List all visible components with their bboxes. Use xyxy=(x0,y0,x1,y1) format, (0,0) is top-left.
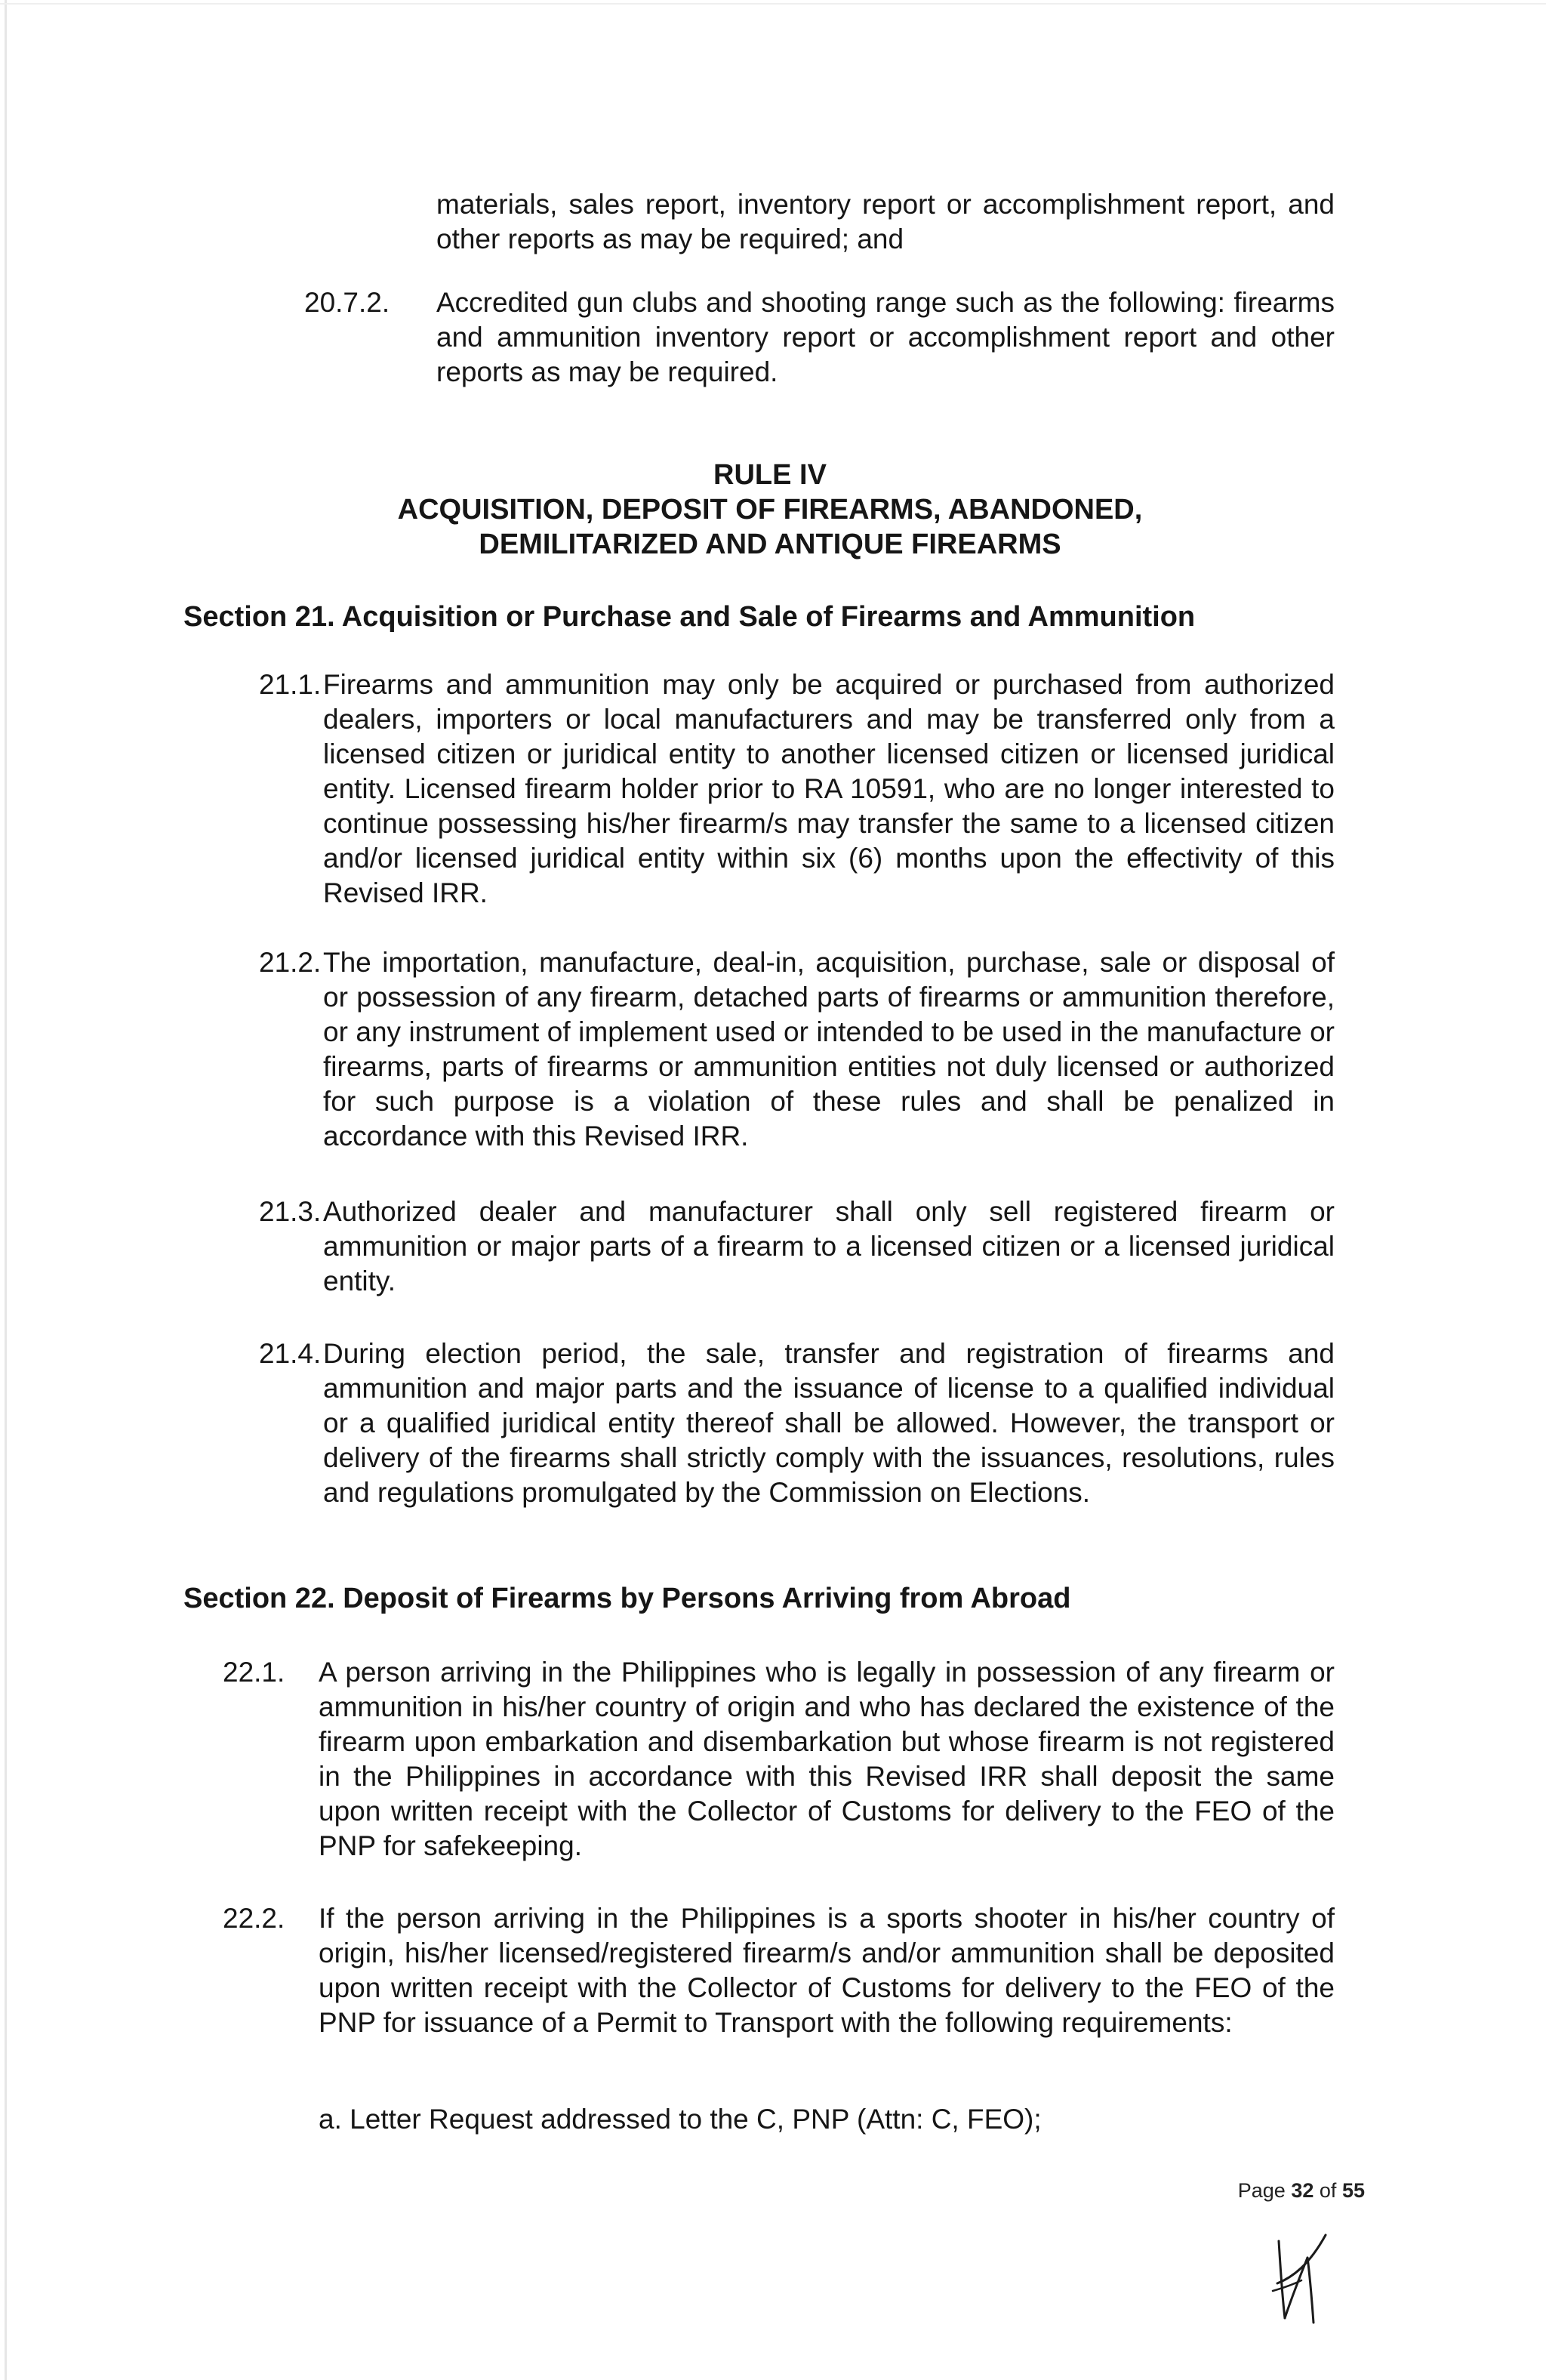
item-text-21-2: The importation, manufacture, deal-in, acquisition, purchase, sale or disposal of or possession of any firearm, detached parts of firearms or ammunition therefore, or any instrument of implement used or intended to be used in the manufacture or firearms, parts of firearms or ammunition entities not duly licensed or authorized for such purpose is a violation of these rules and shall be penalized in accordance with this Revised IRR. xyxy=(323,947,1335,1151)
item-number-22-1: 22.1. xyxy=(223,1657,285,1688)
page-footer xyxy=(1238,2178,1365,2203)
total-pages: 55 xyxy=(1341,2179,1365,2202)
rule-heading xyxy=(226,458,1313,562)
handwritten-initials-signature xyxy=(1262,2227,1330,2326)
item-number-22-2: 22.2. xyxy=(223,1903,285,1934)
item-text-22-1: A person arriving in the Philippines who is legally in possession of any firearm or ammunition in his/her country of origin and who has declared the existence of the firearm upon embarkation and disembarkation but whose firearm is not registered in the Philippines in accordance with this Revised IRR shall deposit the same upon written receipt with the Collector of Customs for delivery to the FEO of the PNP for safekeeping. xyxy=(319,1657,1335,1861)
scan-edge-shadow xyxy=(5,0,7,2380)
item-number-21-1: 21.1. xyxy=(259,669,322,700)
continuation-paragraph: materials, sales report, inventory report or accomplishment report, and other reports as may be required; and xyxy=(436,189,1335,254)
rule-subtitle-line1: ACQUISITION, DEPOSIT OF FIREARMS, ABANDONED, xyxy=(397,494,1143,526)
rule-subtitle-line2: DEMILITARIZED AND ANTIQUE FIREARMS xyxy=(479,529,1061,560)
item-number-21-2: 21.2. xyxy=(259,947,322,978)
item-text-22-2: If the person arriving in the Philippines is a sports shooter in his/her country of origin, his/her licensed/registered firearm/s and/or ammunition shall be deposited upon written receipt with the Collector of Customs for delivery to the FEO of the PNP for issuance of a Permit to Transport with the following requirements: xyxy=(319,1903,1335,2038)
scan-top-shadow xyxy=(0,3,1546,5)
section-22-heading: Section 22. Deposit of Firearms by Persons Arriving from Abroad xyxy=(183,1583,1071,1614)
item-text-20-7-2: Accredited gun clubs and shooting range such as the following: firearms and ammunition inventory report or accomplishment report and other reports as may be required. xyxy=(436,287,1335,387)
section-21-heading: Section 21. Acquisition or Purchase and Sale of Firearms and Ammunition xyxy=(183,601,1196,633)
item-number-21-3: 21.3. xyxy=(259,1196,322,1227)
item-text-21-3: Authorized dealer and manufacturer shall only sell registered firearm or ammunition or major parts of a firearm to a licensed citizen or a licensed juridical entity. xyxy=(323,1196,1335,1296)
of-label: of xyxy=(1319,2179,1337,2202)
item-number-21-4: 21.4. xyxy=(259,1338,322,1369)
page-number: 32 xyxy=(1291,2179,1314,2202)
item-text-21-1: Firearms and ammunition may only be acquired or purchased from authorized dealers, importers or local manufacturers and may be transferred only from a licensed citizen or juridical entity to another licensed citizen or licensed juridical entity. Licensed firearm holder prior to RA 10591, who are no longer interested to continue possessing his/her firearm/s may transfer the same to a licensed citizen and/or licensed juridical entity within six (6) months upon the effectivity of this Revised IRR. xyxy=(323,669,1335,908)
requirement-a: a. Letter Request addressed to the C, PNP (Attn: C, FEO); xyxy=(319,2104,1042,2135)
page-label: Page xyxy=(1237,2179,1286,2202)
item-number-20-7-2: 20.7.2. xyxy=(304,287,390,318)
item-text-21-4: During election period, the sale, transfer and registration of firearms and ammunition and major parts and the issuance of license to a qualified individual or a qualified juridical entity thereof shall be allowed. However, the transport or delivery of the firearms shall strictly comply with the issuances, resolutions, rules and regulations promulgated by the Commission on Elections. xyxy=(323,1338,1335,1508)
rule-title: RULE IV xyxy=(713,459,827,491)
